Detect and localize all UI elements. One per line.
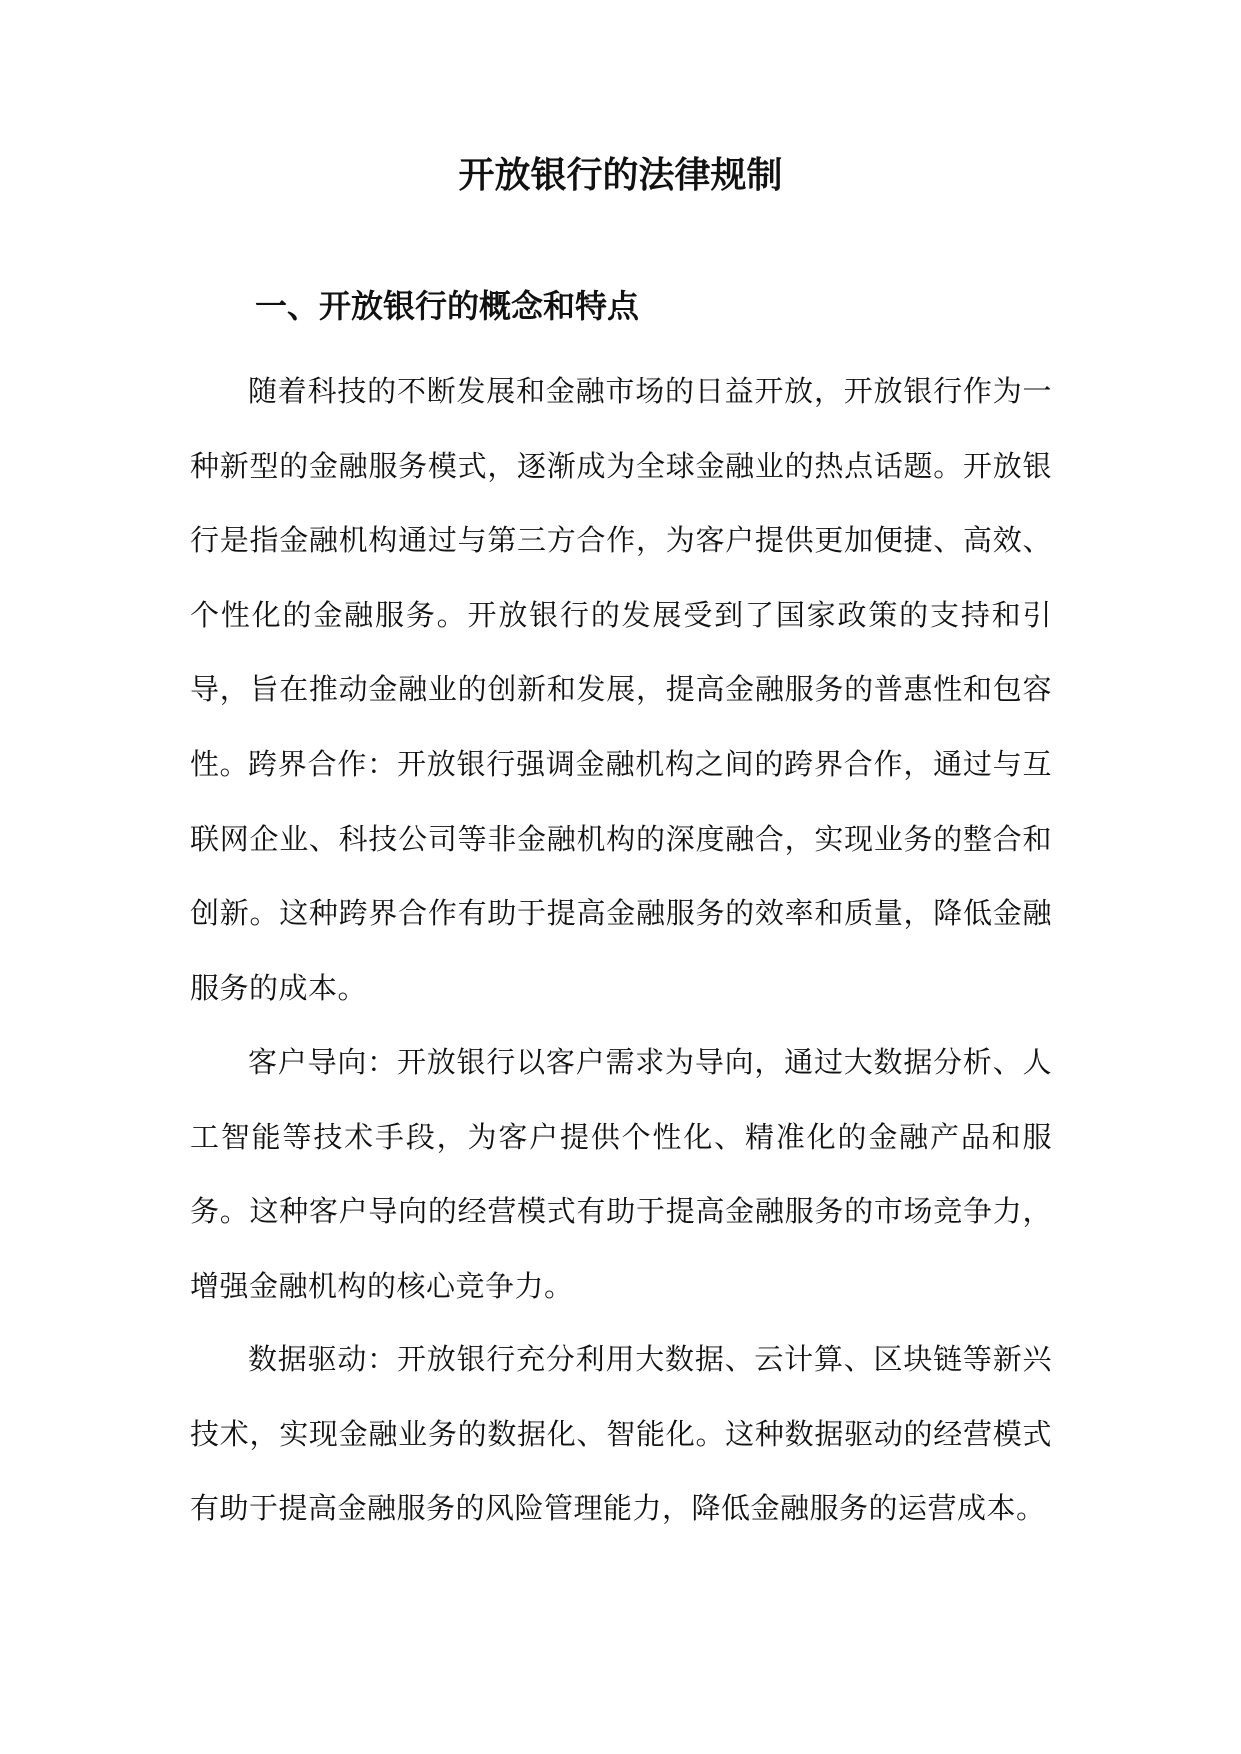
paragraph-intro: 随着科技的不断发展和金融市场的日益开放，开放银行作为一种新型的金融服务模式，逐渐成为全球金融业的热点话题。开放银行是指金融机构通过与第三方合作，为客户提供更加便捷、高效、个性化的金融服务。开放银行的发展受到了国家政策的支持和引导，旨在推动金融业的创新和发展，提高金融服务的普惠性和包容性。 — [190, 374, 1052, 781]
paragraph-customer-oriented: 客户导向：开放银行以客户需求为导向，通过大数据分析、人工智能等技术手段，为客户提供个性化、精准化的金融产品和服务。这种客户导向的经营模式有助于提高金融服务的市场竞争力，增强金融机构的核心竞争力。 — [190, 1045, 1052, 1303]
section-heading: 一、开放银行的概念和特点 — [255, 287, 640, 325]
paragraph-data-driven: 数据驱动：开放银行充分利用大数据、云计算、区块链等新兴技术，实现金融业务的数据化、智能化。这种数据驱动的经营模式有助于提高金融服务的风险管理能力，降低金融服务的运营成本。 — [190, 1342, 1052, 1525]
document-title: 开放银行的法律规制 — [458, 155, 783, 196]
paragraph-cross-border-cooperation: 跨界合作：开放银行强调金融机构之间的跨界合作，通过与互联网企业、科技公司等非金融机构的深度融合，实现业务的整合和创新。这种跨界合作有助于提高金融服务的效率和质量，降低金融服务的成本。 — [190, 747, 1052, 1005]
